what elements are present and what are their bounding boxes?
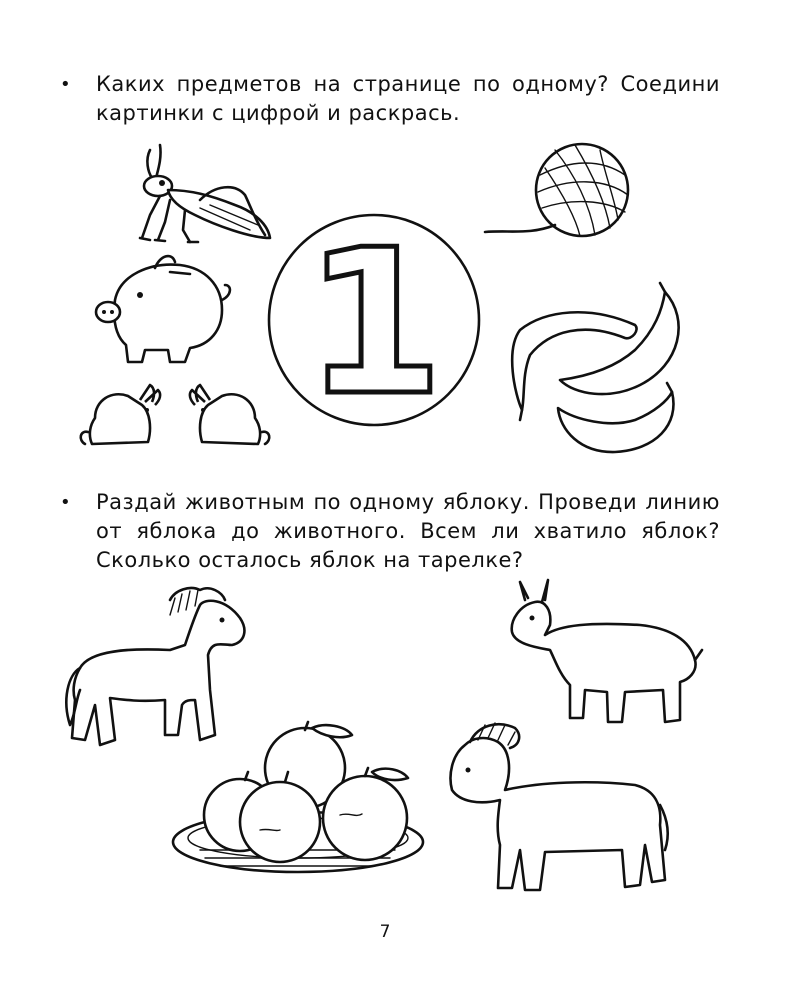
bullet: •: [60, 492, 72, 513]
number-circle[interactable]: [269, 207, 479, 440]
rabbits-icon[interactable]: [81, 385, 270, 444]
page-number: 7: [379, 922, 391, 942]
donkey-icon[interactable]: [451, 723, 668, 890]
grasshopper-icon[interactable]: [140, 145, 270, 242]
bullet: •: [60, 74, 72, 95]
apple-plate-icon[interactable]: [173, 722, 423, 872]
piggy-bank-icon[interactable]: [96, 256, 230, 362]
goat-icon[interactable]: [512, 580, 702, 722]
task-2-text: Раздай животным по одному яблоку. Проведи линию от яблока до животного. Всем ли хватило яблок? Сколько осталось яблок на тарелке?: [96, 490, 720, 572]
center-number: 1: [304, 207, 444, 440]
bananas-icon[interactable]: [512, 283, 678, 452]
horse-icon[interactable]: [66, 588, 244, 745]
task-1-text: Каких предметов на странице по одному? Соедини картинки с цифрой и раскрась.: [96, 72, 720, 125]
yarn-ball-icon[interactable]: [485, 144, 628, 236]
